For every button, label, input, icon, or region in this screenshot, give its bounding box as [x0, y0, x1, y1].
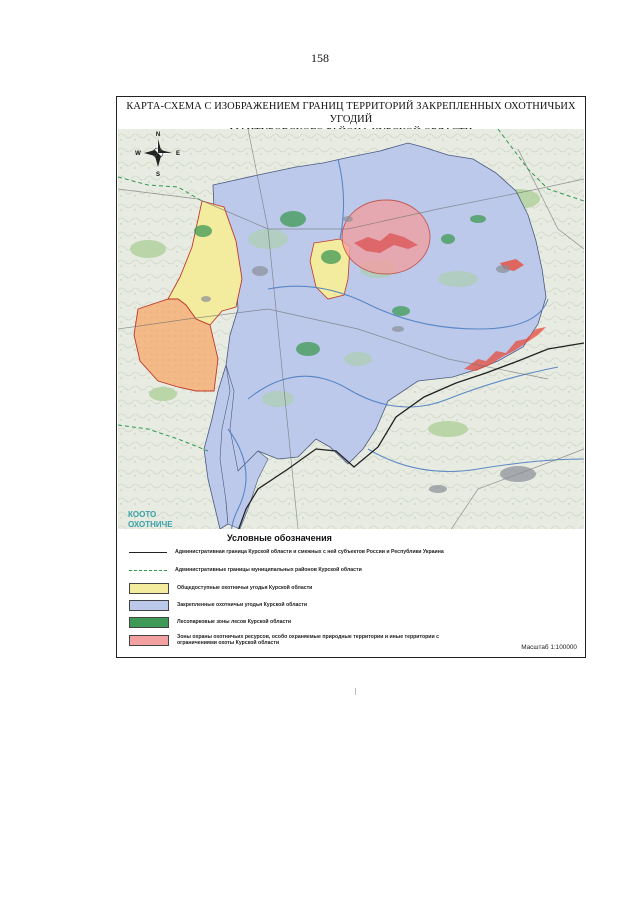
page-number: 158	[311, 51, 329, 65]
legend-label-protection: Зоны охраны охотничьих ресурсов, особо охраняемые природные территории и иные территории с ограничениями охоты Курской области	[177, 634, 440, 647]
legend-item-protection-zone	[129, 634, 452, 647]
legend-item-forest-park	[129, 617, 291, 628]
legend-line-municipal	[129, 570, 167, 571]
legend-item-regional-boundary	[129, 549, 444, 555]
logo-line-2: ОХОТНИЧЕ	[128, 520, 173, 529]
map-title-line-1: КАРТА-СХЕМА С ИЗОБРАЖЕНИЕМ ГРАНИЦ ТЕРРИТОРИЙ ЗАКРЕПЛЕННЫХ ОХОТНИЧЬИХ УГОДИЙ	[126, 101, 576, 125]
map-scale: Масштаб 1:100000	[521, 644, 577, 651]
legend-line-regional	[129, 552, 167, 553]
legend-label-municipal: Административные границы муниципальных районов Курской области	[175, 567, 362, 573]
scan-mark	[355, 688, 356, 695]
map-sheet	[116, 96, 586, 658]
legend-swatch-public	[129, 583, 169, 594]
compass-label-e: E	[175, 151, 181, 157]
legend-label-assigned: Закрепленные охотничьи угодья Курской области	[177, 602, 308, 609]
legend-label-regional: Административная граница Курской области и смежных с ней субъектов России и Республики Украина	[175, 549, 444, 555]
logo-line-1: КООТО	[128, 510, 157, 519]
compass-label-n: N	[155, 132, 161, 138]
legend-item-municipal-boundary	[129, 567, 362, 573]
compass-label-w: W	[135, 151, 141, 157]
compass-label-s: S	[155, 172, 161, 178]
legend-item-public-grounds	[129, 583, 312, 594]
legend-swatch-assigned	[129, 600, 169, 611]
legend-title: Условные обозначения	[227, 533, 332, 543]
legend-swatch-protection	[129, 635, 169, 646]
legend-item-assigned-grounds	[129, 600, 307, 611]
legend-label-public: Общедоступные охотничьи угодья Курской области	[177, 585, 313, 592]
legend-label-forest: Лесопарковые зоны лесов Курской области	[177, 619, 292, 626]
legend-swatch-forest	[129, 617, 169, 628]
